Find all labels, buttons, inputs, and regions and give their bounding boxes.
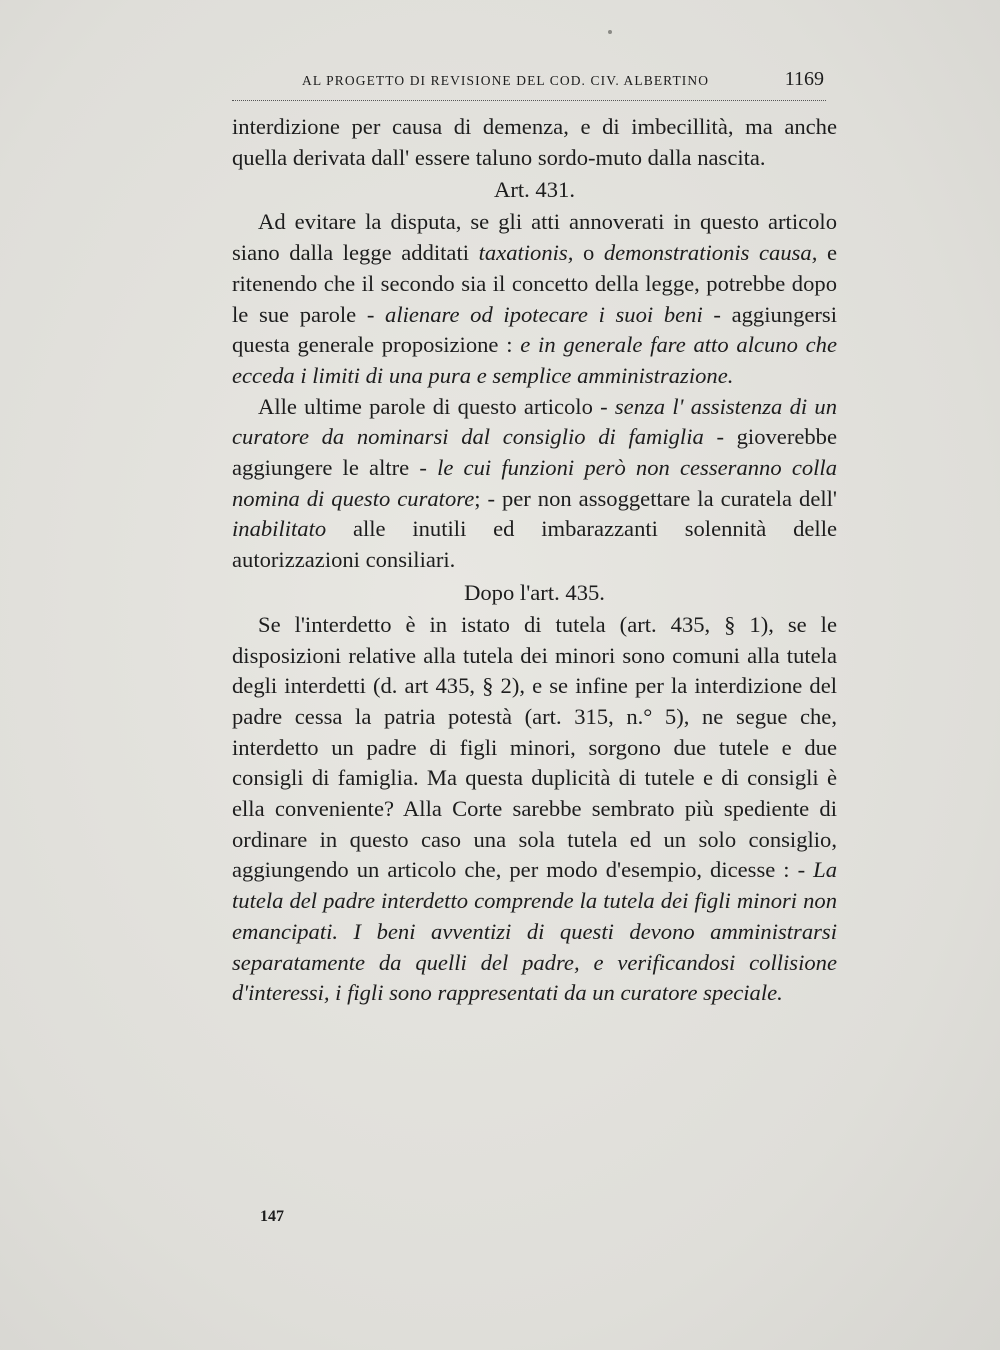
italic-span: e in generale fare atto alcuno che ecceda i limiti di una pura e semplice amministrazione.	[232, 332, 837, 388]
running-title: AL PROGETTO DI REVISIONE DEL COD. CIV. ALBERTINO	[302, 73, 710, 88]
body-text	[232, 112, 837, 1009]
heading-after-art-435: Dopo l'art. 435.	[464, 579, 605, 605]
italic-span: La tutela del padre interdetto comprende la tutela dei figli minori non emancipati. I beni avventizi di questi devono amministrarsi separatamente da quelli del padre, e verificandosi collisione d'interessi, i figli sono rappresentati da un curatore speciale.	[232, 857, 837, 1006]
paragraph-4	[232, 610, 837, 1009]
text-span: Se l'interdetto è in istato di tutela (art. 435, § 1), se le disposizioni relative alla tutela dei minori sono comuni alla tutela degli interdetti (d. art 435, § 2), e se infine per la interdizione del padre cessa la patria potestà (art. 315, n.° 5), ne segue che, interdetto un padre di figli minori, sorgono due tutele e due consigli di famiglia. Ma questa duplicità di tutele e di consigli è ella conveniente? Alla Corte sarebbe sembrato più spediente di ordinare in questo caso una sola tutela ed un solo consiglio, aggiungendo un articolo che, per modo d'esempio, dicesse : -	[232, 611, 837, 883]
paragraph-2	[232, 207, 837, 391]
page-number: 1169	[784, 68, 824, 90]
text-span: Ad evitare la disputa, se gli atti annoverati in questo articolo siano dalla legge additati	[232, 209, 837, 266]
italic-span: alienare od ipotecare i suoi beni	[385, 301, 703, 327]
text-span: - gioverebbe aggiungere le altre -	[232, 424, 837, 481]
signature-mark: 147	[260, 1208, 284, 1225]
italic-span: taxationis,	[478, 240, 574, 266]
italic-span: demonstrationis causa,	[603, 240, 818, 266]
paragraph-1: interdizione per causa di demenza, e di imbecillità, ma anche quella derivata dall' essere taluno sordo-muto dalla nascita.	[232, 114, 837, 170]
paragraph-3	[232, 392, 837, 576]
text-span: o	[573, 240, 604, 266]
text-span: alle inutili ed imbarazzanti solennità delle autorizzazioni consiliari.	[232, 516, 837, 573]
running-head	[232, 70, 828, 96]
heading-art-431: Art. 431.	[494, 177, 575, 203]
italic-span: le cui funzioni però non cesseranno colla nomina di questo curatore	[232, 455, 837, 511]
text-span: ; - per non assoggettare la curatela dell'	[474, 485, 837, 511]
ink-spot	[608, 30, 612, 34]
italic-span: inabilitato	[232, 516, 327, 542]
italic-span: senza l' assistenza di un curatore da nominarsi dal consiglio di famiglia	[232, 393, 837, 450]
header-rule	[232, 100, 826, 101]
text-span: e ritenendo che il secondo sia il concetto della legge, potrebbe dopo le sue parole -	[232, 240, 837, 327]
text-span: Alle ultime parole di questo articolo -	[258, 393, 615, 419]
text-span: - aggiungersi questa generale proposizione :	[232, 301, 837, 358]
